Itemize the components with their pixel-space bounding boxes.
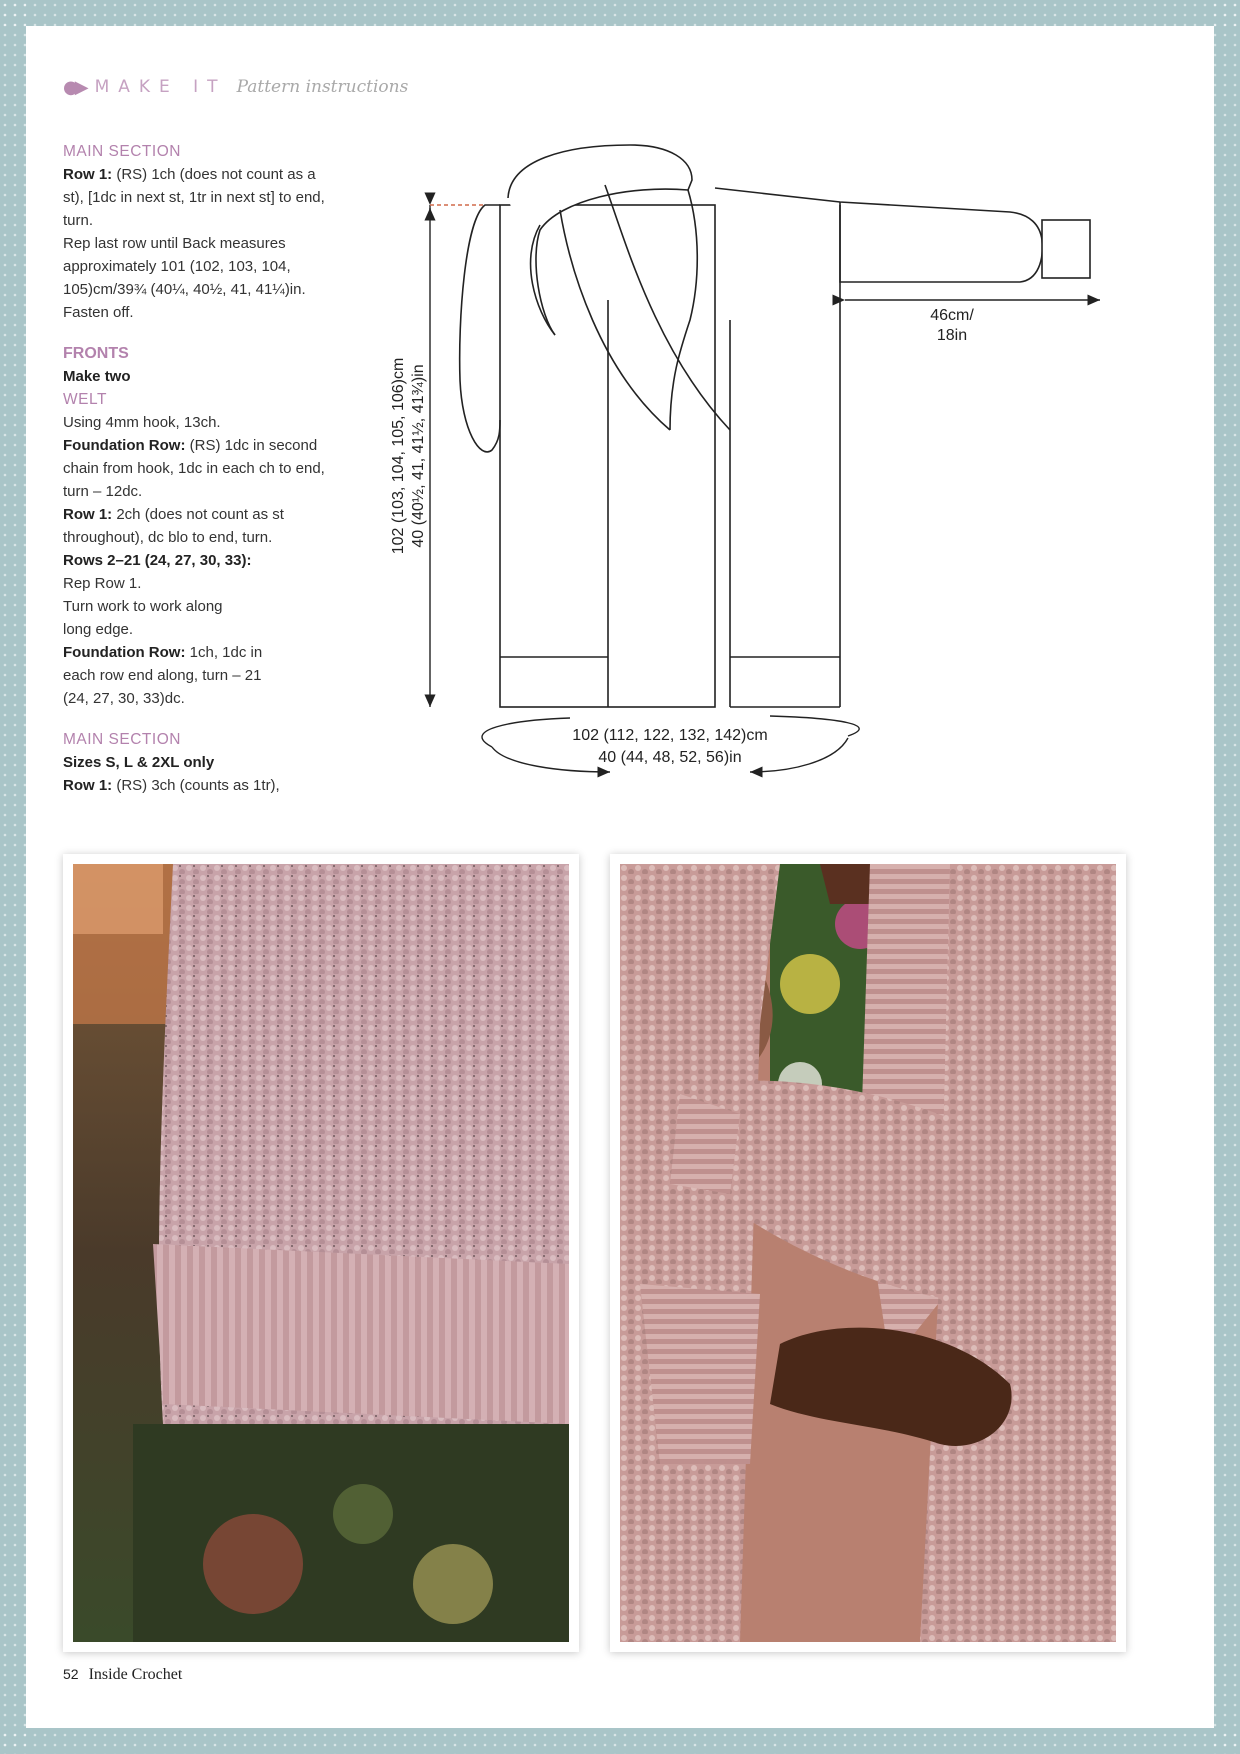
welt-rows-label [63, 549, 333, 572]
row-label: Row 1: [63, 777, 113, 794]
row-text: (RS) 3ch (counts as 1tr), [112, 777, 280, 794]
width-ellipse-right [770, 716, 859, 736]
welt-hook-text: Using 4mm hook, 13ch. [63, 414, 221, 431]
welt-rows-text: Rep Row 1. [63, 575, 142, 592]
sizes-text: Sizes S, L & 2XL only [63, 754, 215, 771]
pattern-instructions-column [63, 140, 333, 797]
row-text: 1ch, 1dc in each row end along, turn – 21 (24, 27, 30, 33)dc. [63, 644, 263, 707]
width-ellipse-left [482, 718, 570, 747]
row-label: Row 1: [63, 166, 113, 183]
schematic-outline [460, 145, 1090, 707]
model-cardigan-illustration [620, 864, 1116, 1642]
header-subtitle: Pattern instructions [236, 77, 409, 97]
page-number: 52 [63, 1666, 79, 1682]
welt-foundation-row-2 [63, 641, 263, 710]
row-text: (RS) 1dc in second chain from hook, 1dc in each ch to end, turn – 12dc. [63, 437, 325, 500]
length-in-label: 40 (40½, 41, 41½, 41¾)in [410, 364, 427, 548]
row-label: Row 1: [63, 506, 113, 523]
length-cm-label: 102 (103, 104, 105, 106)cm [390, 357, 407, 555]
make-two-label: Make two [63, 368, 131, 385]
section-header [63, 72, 408, 102]
welt-foundation-row [63, 434, 333, 503]
row-label: Foundation Row: [63, 644, 186, 661]
main-section-heading: MAIN SECTION [63, 143, 181, 160]
welt-row1 [63, 503, 333, 549]
page-footer [63, 1666, 182, 1684]
welt-turn-text: Turn work to work along long edge. [63, 598, 223, 638]
width-in-label: 40 (44, 48, 52, 56)in [598, 749, 742, 766]
photo-right [610, 854, 1126, 1652]
sleeve-cm-label: 46cm/ [930, 307, 974, 324]
main-rep-text: Rep last row until Back measures approximately 101 (102, 103, 104, 105)cm/39¾ (40¼, 40½, 41, 41¼)in. [63, 235, 306, 298]
row-text: 2ch (does not count as st throughout), dc blo to end, turn. [63, 506, 284, 546]
photo-left [63, 854, 579, 1652]
sleeve-in-label: 18in [936, 327, 968, 344]
main-fasten-text: Fasten off. [63, 304, 134, 321]
row-label: Rows 2–21 (24, 27, 30, 33): [63, 552, 252, 569]
width-cm-label: 102 (112, 122, 132, 142)cm [572, 727, 768, 744]
header-brand: MAKE IT [94, 77, 227, 97]
fronts-heading: FRONTS [63, 345, 129, 362]
arrow-icon: ●▶ [63, 76, 85, 98]
main2-row1 [63, 774, 333, 797]
cardigan-hem-illustration [73, 864, 569, 1642]
welt-heading: WELT [63, 391, 107, 408]
main-section-2-heading: MAIN SECTION [63, 731, 181, 748]
row-label: Foundation Row: [63, 437, 186, 454]
photo-right-image [620, 864, 1116, 1642]
cardigan-schematic [370, 140, 1140, 860]
row-text: (RS) 1ch (does not count as a st), [1dc in next st, 1tr in next st] to end, turn. [63, 166, 325, 229]
sizes-label [63, 751, 333, 774]
fronts-make [63, 365, 333, 388]
photo-left-image [73, 864, 569, 1642]
magazine-name: Inside Crochet [88, 1666, 183, 1683]
main-row1 [63, 163, 333, 232]
